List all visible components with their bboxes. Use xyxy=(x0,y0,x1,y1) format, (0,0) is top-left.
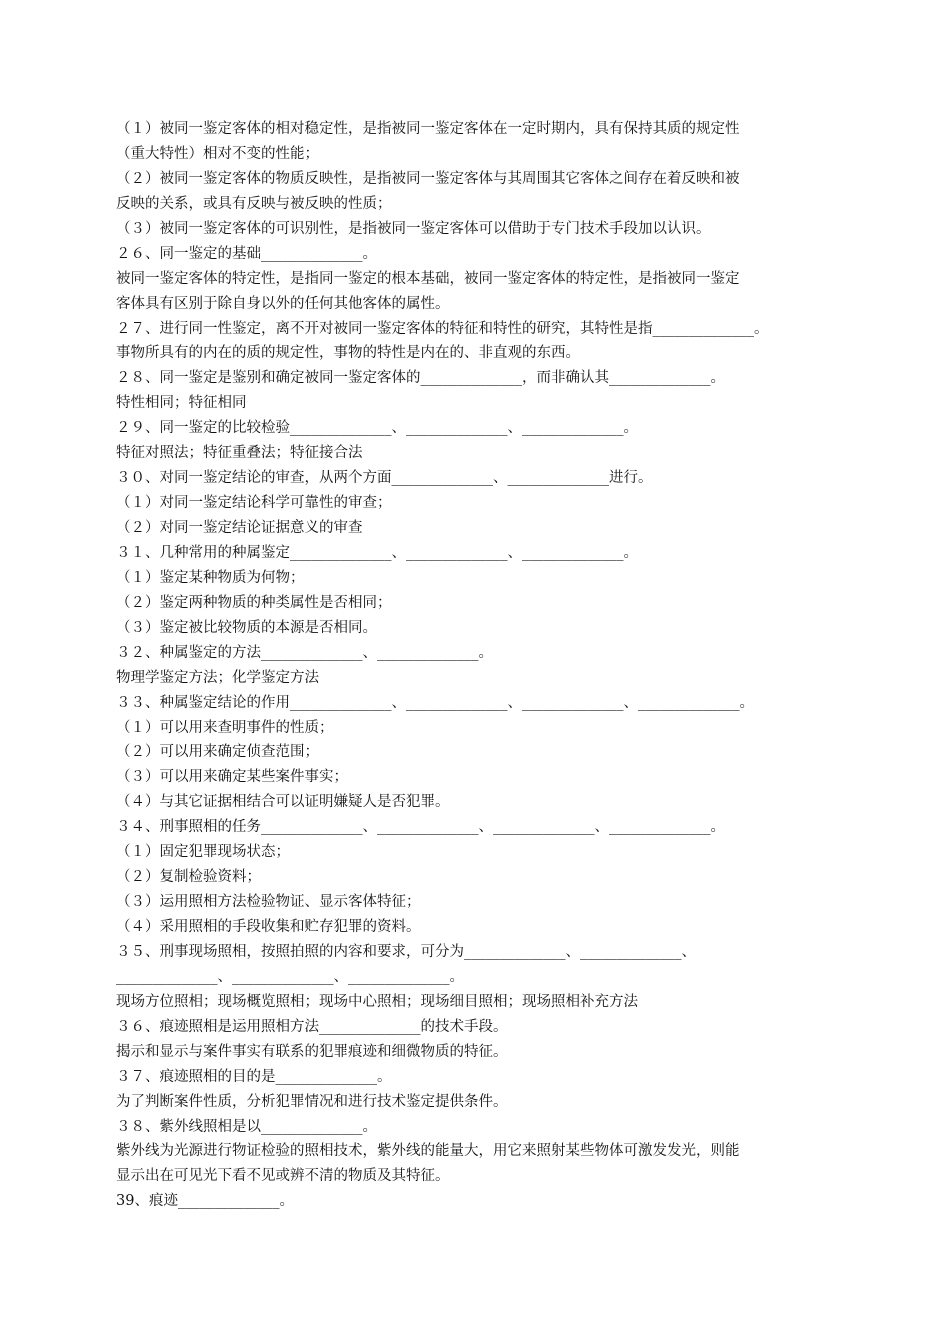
text-line: 特性相同；特征相同 xyxy=(116,395,247,412)
text-line: 揭示和显示与案件事实有联系的犯罪痕迹和细微物质的特征。 xyxy=(116,1043,508,1060)
text-line: ３０、对同一鉴定结论的审查，从两个方面______________、______________进行。 xyxy=(116,470,653,487)
text-line: （重大特性）相对不变的性能； xyxy=(116,145,319,162)
text-line: （２）鉴定两种物质的种类属性是否相同； xyxy=(116,594,392,611)
text-line: ３４、刑事照相的任务______________、______________、______________、______________。 xyxy=(116,819,725,836)
text-line: 为了判断案件性质，分析犯罪情况和进行技术鉴定提供条件。 xyxy=(116,1093,508,1110)
text-line: 事物所具有的内在的质的规定性，事物的特性是内在的、非直观的东西。 xyxy=(116,345,580,362)
text-line: 物理学鉴定方法；化学鉴定方法 xyxy=(116,669,319,686)
text-line: （２）被同一鉴定客体的物质反映性，是指被同一鉴定客体与其周围其它客体之间存在着反映和被 xyxy=(116,170,740,187)
text-line: ３１、几种常用的种属鉴定______________、______________、______________。 xyxy=(116,544,638,561)
text-line: （３）被同一鉴定客体的可识别性，是指被同一鉴定客体可以借助于专门技术手段加以认识。 xyxy=(116,220,711,237)
text-line: ２６、同一鉴定的基础______________。 xyxy=(116,245,377,262)
document-body xyxy=(116,117,840,1214)
text-line: ３６、痕迹照相是运用照相方法______________的技术手段。 xyxy=(116,1018,508,1035)
text-line: （３）鉴定被比较物质的本源是否相同。 xyxy=(116,619,377,636)
text-line: ３２、种属鉴定的方法______________、______________。 xyxy=(116,644,493,661)
text-line: （１）对同一鉴定结论科学可靠性的审查； xyxy=(116,495,392,512)
text-line: ３７、痕迹照相的目的是______________。 xyxy=(116,1068,392,1085)
text-line: （２）复制检验资料； xyxy=(116,869,261,886)
text-line: （２）可以用来确定侦查范围； xyxy=(116,744,319,761)
text-line: 显示出在可见光下看不见或辨不清的物质及其特征。 xyxy=(116,1168,450,1185)
text-line: ______________、______________、______________。 xyxy=(116,968,464,985)
text-line: 紫外线为光源进行物证检验的照相技术，紫外线的能量大，用它来照射某些物体可激发发光，则能 xyxy=(116,1143,740,1160)
text-line: （３）运用照相方法检验物证、显示客体特征； xyxy=(116,894,421,911)
text-line: （１）可以用来查明事件的性质； xyxy=(116,719,334,736)
text-line: 反映的关系，或具有反映与被反映的性质； xyxy=(116,195,392,212)
text-line: ２７、进行同一性鉴定，离不开对被同一鉴定客体的特征和特性的研究，其特性是指______________。 xyxy=(116,320,769,337)
text-line: （４）采用照相的手段收集和贮存犯罪的资料。 xyxy=(116,919,421,935)
text-line: ３８、紫外线照相是以______________。 xyxy=(116,1118,377,1135)
text-line: 被同一鉴定客体的特定性，是指同一鉴定的根本基础，被同一鉴定客体的特定性，是指被同一鉴定 xyxy=(116,270,740,287)
text-line: ２９、同一鉴定的比较检验______________、______________、______________。 xyxy=(116,420,638,437)
text-line: （１）固定犯罪现场状态； xyxy=(116,844,290,861)
text-line: （１）鉴定某种物质为何物； xyxy=(116,569,305,586)
text-line: （４）与其它证据相结合可以证明嫌疑人是否犯罪。 xyxy=(116,794,450,811)
text-line: 特征对照法；特征重叠法；特征接合法 xyxy=(116,445,363,462)
text-line: 现场方位照相；现场概览照相；现场中心照相；现场细目照相；现场照相补充方法 xyxy=(116,993,638,1010)
text-line: （２）对同一鉴定结论证据意义的审查 xyxy=(116,520,363,536)
text-line: 39、痕迹______________。 xyxy=(116,1193,294,1210)
text-line: ２８、同一鉴定是鉴别和确定被同一鉴定客体的______________，而非确认其______________。 xyxy=(116,370,725,387)
text-line: （１）被同一鉴定客体的相对稳定性，是指被同一鉴定客体在一定时期内，具有保持其质的规定性 xyxy=(116,121,740,137)
text-line: ３３、种属鉴定结论的作用______________、______________、______________、______________。 xyxy=(116,694,754,711)
text-line: 客体具有区别于除自身以外的任何其他客体的属性。 xyxy=(116,295,450,312)
text-line: （３）可以用来确定某些案件事实； xyxy=(116,769,348,786)
text-line: ３５、刑事现场照相，按照拍照的内容和要求，可分为______________、______________、 xyxy=(116,943,696,960)
